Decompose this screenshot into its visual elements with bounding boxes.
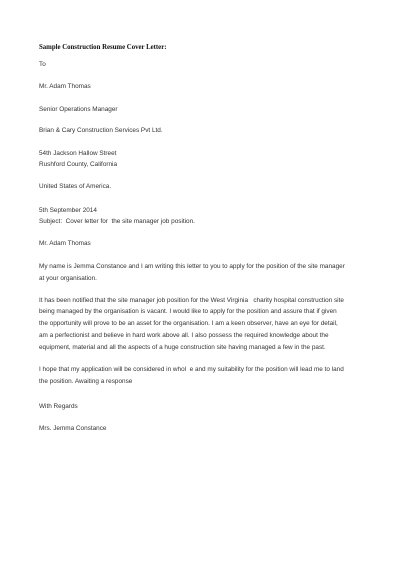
paragraph-2-line: It has been notified that the site manager job position for the West Virginia charity hospital construction site xyxy=(39,297,344,304)
salutation: Mr. Adam Thomas xyxy=(39,240,91,247)
paragraph-2-line: equipment, material and all the aspects of a huge construction site having managed a few in the past. xyxy=(39,344,326,351)
recipient-name: Mr. Adam Thomas xyxy=(39,83,91,90)
paragraph-2-line: being managed by the organisation is vacant. I would like to apply for the position and assure that if given xyxy=(39,308,337,315)
recipient-title: Senior Operations Manager xyxy=(39,106,118,113)
letter-date: 5th September 2014 xyxy=(39,207,97,214)
closing: With Regards xyxy=(39,403,78,410)
address-line-2: Rushford County, California xyxy=(39,161,118,168)
to-label: To xyxy=(39,61,46,68)
letter-subject: Subject: Cover letter for the site manager job position. xyxy=(39,218,195,225)
paragraph-2-line: the opportunity will prove to be an asset for the organisation. I am a keen observer, have an eye for detail, xyxy=(39,320,338,327)
paragraph-2-line: am a perfectionist and believe in hard work above all. I also possess the required knowledge about the xyxy=(39,332,329,339)
paragraph-1-line: My name is Jemma Constance and I am writing this letter to you to apply for the position of the site manager xyxy=(39,263,345,270)
paragraph-1-line: at your organisation. xyxy=(39,275,97,282)
company-name: Brian & Cary Construction Services Pvt Ltd. xyxy=(39,127,163,134)
letter-title: Sample Construction Resume Cover Letter: xyxy=(39,44,167,51)
country: United States of America. xyxy=(39,183,112,190)
signature-name: Mrs. Jemma Constance xyxy=(39,425,107,432)
paragraph-3-line: I hope that my application will be considered in whol e and my suitability for the position will lead me to land xyxy=(39,366,344,373)
paragraph-3-line: the position. Awaiting a response xyxy=(39,378,133,385)
address-line-1: 54th Jackson Hallow Street xyxy=(39,150,117,157)
